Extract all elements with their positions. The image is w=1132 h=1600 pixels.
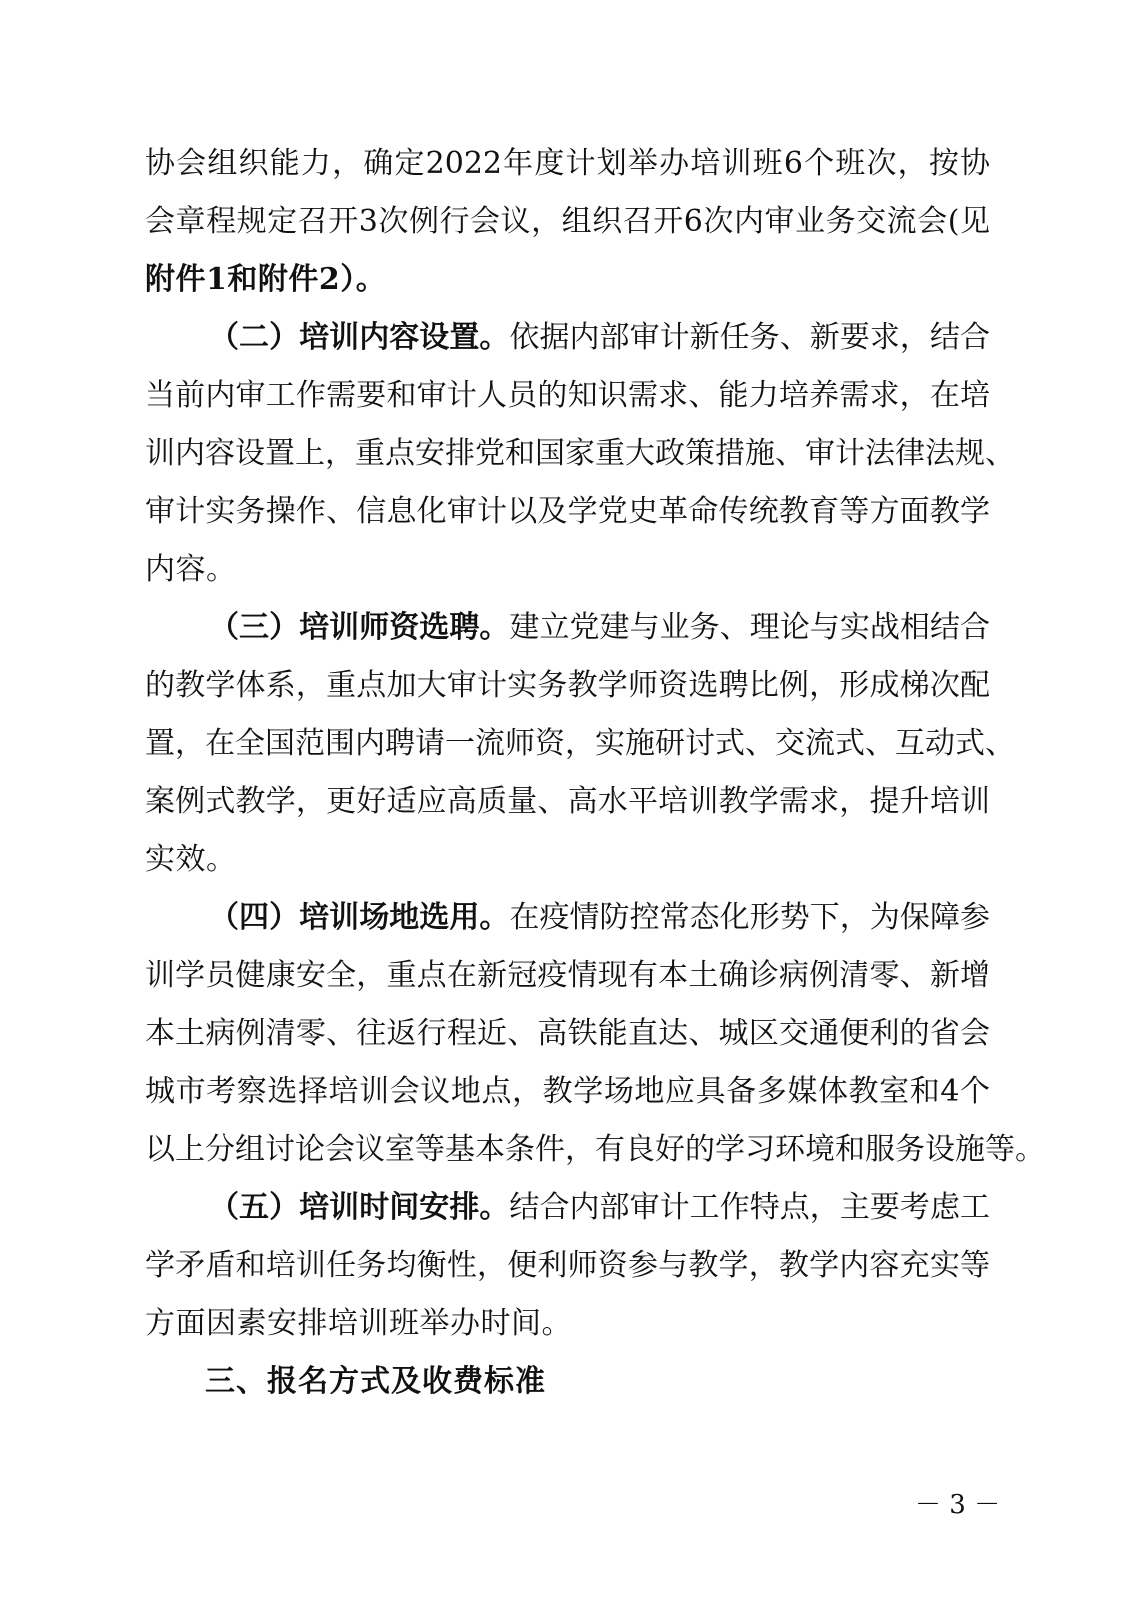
section-3-title: （三）培训师资选聘。	[209, 610, 510, 645]
paragraph-line: 协会组织能力，确定2022年度计划举办培训班6个班次，按协	[145, 146, 990, 181]
paragraph-line: 学矛盾和培训任务均衡性，便利师资参与教学，教学内容充实等	[145, 1248, 990, 1283]
section-4-title: （四）培训场地选用。	[209, 900, 510, 935]
section-2-text: 依据内部审计新任务、新要求，结合	[509, 320, 991, 355]
paragraph-line: 附件1和附件2）。	[145, 262, 387, 297]
paragraph-line: 训学员健康安全，重点在新冠疫情现有本土确诊病例清零、新增	[145, 958, 990, 993]
paragraph-line	[145, 202, 990, 242]
paragraph-line: 实效。	[145, 842, 237, 877]
paragraph-line: 案例式教学，更好适应高质量、高水平培训教学需求，提升培训	[145, 784, 990, 819]
section-3-text: 建立党建与业务、理论与实战相结合	[509, 610, 991, 645]
paragraph-line: 的教学体系，重点加大审计实务教学师资选聘比例，形成梯次配	[145, 668, 990, 703]
paragraph-line: 置，在全国范围内聘请一流师资，实施研讨式、交流式、互动式、	[145, 726, 1015, 761]
paragraph-line: 内容。	[145, 552, 237, 587]
paragraph-line: 当前内审工作需要和审计人员的知识需求、能力培养需求，在培	[145, 378, 990, 413]
page-number: － 3 －	[915, 1490, 1001, 1520]
section-5-text: 结合内部审计工作特点，主要考虑工	[509, 1190, 991, 1225]
section-2-title: （二）培训内容设置。	[209, 320, 510, 355]
section-2-first-line	[145, 318, 990, 358]
paragraph-line: 审计实务操作、信息化审计以及学党史革命传统教育等方面教学	[145, 494, 990, 529]
paragraph-line: 训内容设置上，重点安排党和国家重大政策措施、审计法律法规、	[145, 436, 1015, 471]
section-5-first-line	[145, 1188, 990, 1228]
paragraph-line: 本土病例清零、往返行程近、高铁能直达、城区交通便利的省会	[145, 1016, 990, 1051]
section-4-first-line	[145, 898, 990, 938]
paragraph-line-text: 会章程规定召开3次例行会议，组织召开6次内审业务交流会(见	[145, 204, 990, 239]
paragraph-line: 以上分组讨论会议室等基本条件，有良好的学习环境和服务设施等。	[145, 1132, 1045, 1167]
paragraph-line: 城市考察选择培训会议地点，教学场地应具备多媒体教室和4个	[145, 1074, 990, 1109]
section-heading: 三、报名方式及收费标准	[205, 1364, 546, 1399]
paragraph-line: 方面因素安排培训班举办时间。	[145, 1306, 572, 1341]
section-4-text: 在疫情防控常态化形势下，为保障参	[509, 900, 991, 935]
section-3-first-line	[145, 608, 990, 648]
section-5-title: （五）培训时间安排。	[209, 1190, 510, 1225]
